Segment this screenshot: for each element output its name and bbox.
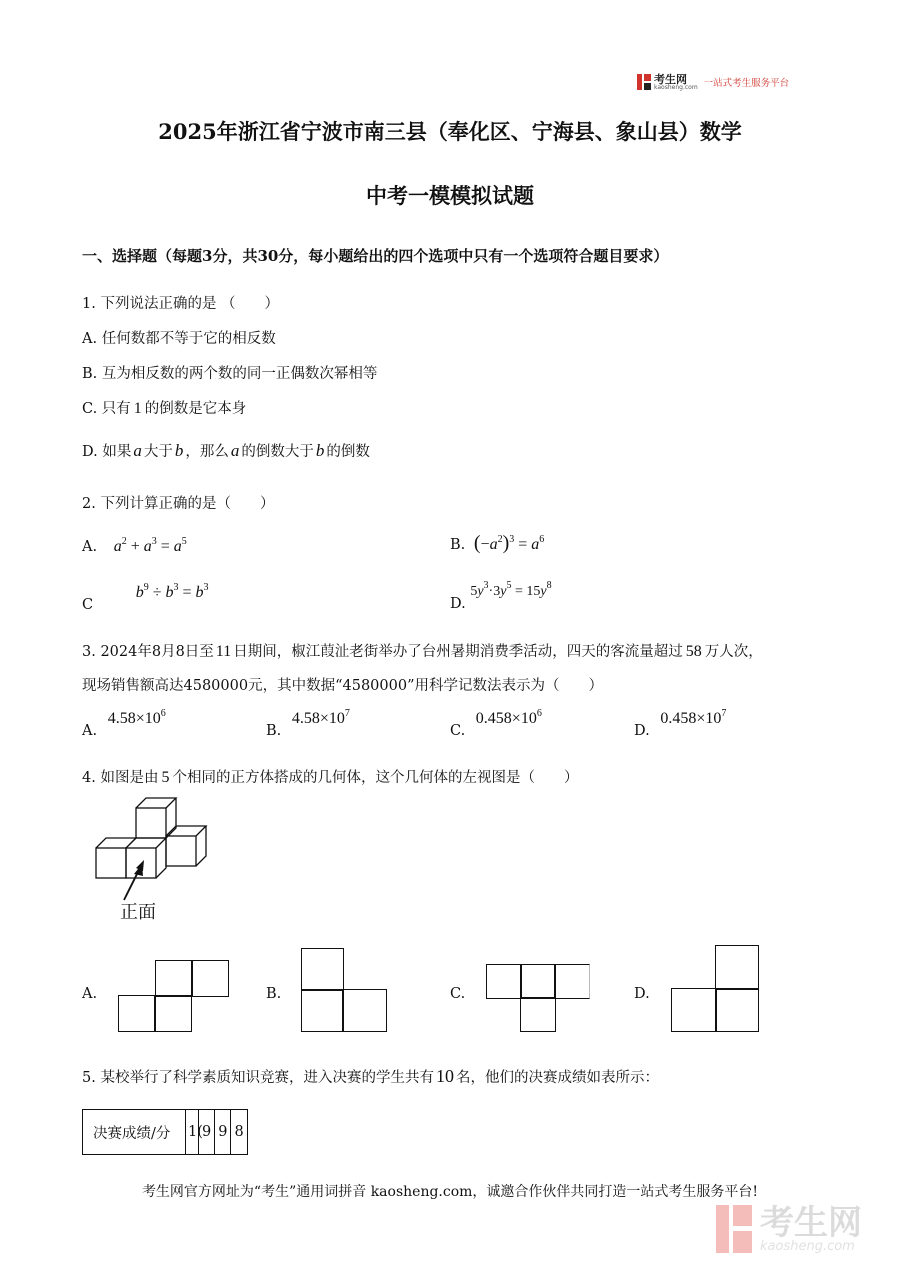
formula-base: 4.58×10: [291, 710, 345, 727]
stem-text: 日期间，椒江葭沚老街举办了台州暑期消费季活动，四天的客流量超过: [233, 644, 683, 660]
option-label: A.: [82, 723, 98, 739]
q4-option-c-view[interactable]: [486, 964, 590, 1032]
stem-text: 3. 2024年8月8日至: [82, 644, 214, 660]
q2-option-b[interactable]: [450, 532, 544, 555]
option-text: 互为相反数的两个数的同一正偶数次幂相等: [101, 366, 378, 382]
q3-option-b[interactable]: [266, 708, 350, 739]
stem-text: 个相同的正方体搭成的几何体，这个几何体的左视图是（ ）: [172, 770, 579, 786]
option-text: ，那么: [185, 444, 229, 460]
score-table: [82, 1109, 248, 1155]
var-b: b: [174, 441, 184, 460]
stem-text: 5. 某校举行了科学素质知识竞赛，进入决赛的学生共有: [82, 1070, 434, 1086]
option-text: 只有: [101, 401, 131, 417]
formula: $5y^3\cdot 3y^5 = 15y^8$: [470, 580, 552, 599]
option-label: C.: [82, 401, 98, 417]
option-text: 的倒数是它本身: [144, 401, 247, 417]
arrow-icon: [118, 862, 158, 902]
var-b: b: [315, 441, 325, 460]
stem-text: 名，他们的决赛成绩如表所示：: [455, 1070, 659, 1086]
q4-option-b-label[interactable]: B.: [266, 986, 282, 1002]
q5-stem: [82, 1066, 659, 1087]
formula-exp: 6: [536, 708, 542, 719]
formula-base: 4.58×10: [107, 710, 161, 727]
header-slogan: 一站式考生服务平台: [703, 78, 790, 89]
front-label: 正面: [120, 902, 156, 923]
q2-option-d[interactable]: [450, 580, 552, 612]
stem-text: 万人次，: [704, 644, 763, 660]
q2-stem: 2. 下列计算正确的是（ ）: [82, 496, 275, 512]
q1-stem: 1. 下列说法正确的是 （ ）: [82, 296, 280, 312]
option-text: 任何数都不等于它的相反数: [101, 331, 276, 347]
stem-number: 58: [685, 643, 702, 660]
q3-option-c[interactable]: [450, 708, 542, 739]
option-label: A.: [82, 331, 98, 347]
var-a: a: [230, 441, 240, 460]
page-title-line1: 2025年浙江省宁波市南三县（奉化区、宁海县、象山县）数学: [158, 119, 742, 144]
formula: [660, 710, 726, 727]
q1-option-b[interactable]: [82, 362, 377, 383]
q3-option-d[interactable]: [634, 708, 727, 739]
formula: $b^9 \div b^3 = b^3$: [135, 582, 209, 601]
q3-option-a[interactable]: [82, 708, 166, 739]
q4-option-b-view[interactable]: [301, 948, 387, 1032]
stem-number: 11: [215, 643, 232, 660]
option-label: B.: [82, 366, 98, 382]
stem-number: 10: [435, 1066, 454, 1086]
section-heading: 一、选择题（每题3分，共30分，每小题给出的四个选项中只有一个选项符合题目要求）: [82, 247, 669, 265]
logo-text: 考生网: [654, 72, 687, 86]
watermark-text: 考生网: [760, 1202, 862, 1243]
watermark-logo: [716, 1202, 862, 1254]
option-label: B.: [266, 723, 282, 739]
table-cell: 1(: [186, 1110, 199, 1155]
option-label: D.: [82, 444, 98, 460]
watermark-domain: kaosheng.com: [760, 1238, 855, 1254]
option-label: A.: [82, 539, 98, 555]
formula: $a^2 + a^3 = a^5$: [113, 536, 187, 555]
option-label: D.: [634, 723, 650, 739]
q4-option-a-label[interactable]: A.: [82, 986, 98, 1002]
option-text: 如果: [102, 444, 132, 460]
q4-option-d-view[interactable]: [671, 945, 759, 1032]
option-text: 大于: [143, 444, 173, 460]
header-logo[interactable]: [637, 72, 789, 92]
q3-stem-line2: 现场销售额高达4580000元，其中数据“4580000”用科学记数法表示为（ ）: [82, 678, 603, 694]
formula: [292, 710, 350, 727]
q4-option-d-label[interactable]: D.: [634, 986, 650, 1002]
formula: [476, 710, 542, 727]
formula: $(-a^2)^3 = a^6$: [473, 532, 545, 554]
table-header-cell: 决赛成绩/分: [83, 1110, 186, 1155]
logo-icon: [637, 74, 651, 90]
table-cell: 8: [231, 1110, 247, 1155]
option-number: 1: [133, 400, 142, 417]
q4-stem: [82, 766, 578, 787]
formula-exp: 6: [160, 708, 166, 719]
table-cell: 9: [215, 1110, 231, 1155]
option-text: 的倒数大于: [241, 444, 314, 460]
formula-base: 0.458×10: [475, 710, 537, 727]
q3-stem-line1: [82, 640, 763, 661]
stem-number: 5: [161, 769, 170, 786]
q1-option-a[interactable]: [82, 327, 276, 348]
formula-base: 0.458×10: [660, 710, 722, 727]
q1-option-c[interactable]: [82, 397, 246, 418]
formula-exp: 7: [721, 708, 727, 719]
formula-exp: 7: [344, 708, 350, 719]
logo-domain: kaosheng.com: [654, 83, 698, 91]
q2-option-a[interactable]: [82, 536, 187, 556]
option-text: 的倒数: [326, 444, 370, 460]
option-label: C.: [450, 723, 466, 739]
q2-option-c[interactable]: [82, 582, 209, 613]
formula: [108, 710, 166, 727]
page-title-line2: 中考一模模拟试题: [366, 183, 534, 208]
q4-option-c-label[interactable]: C.: [450, 986, 466, 1002]
option-label: D.: [450, 596, 466, 612]
table-cell: 9: [199, 1110, 215, 1155]
var-a: a: [133, 441, 142, 460]
option-label: B.: [450, 537, 466, 553]
stem-text: 4. 如图是由: [82, 770, 159, 786]
q1-option-d[interactable]: [82, 440, 370, 461]
table-row: [83, 1110, 248, 1155]
footer-text[interactable]: 考生网官方网址为“考生”通用词拼音 kaosheng.com，诚邀合作伙伴共同打造一站式考生服务平台!: [141, 1184, 759, 1200]
option-label: C: [82, 597, 94, 613]
watermark-icon: [716, 1205, 752, 1253]
q4-option-a-view[interactable]: [118, 960, 230, 1032]
